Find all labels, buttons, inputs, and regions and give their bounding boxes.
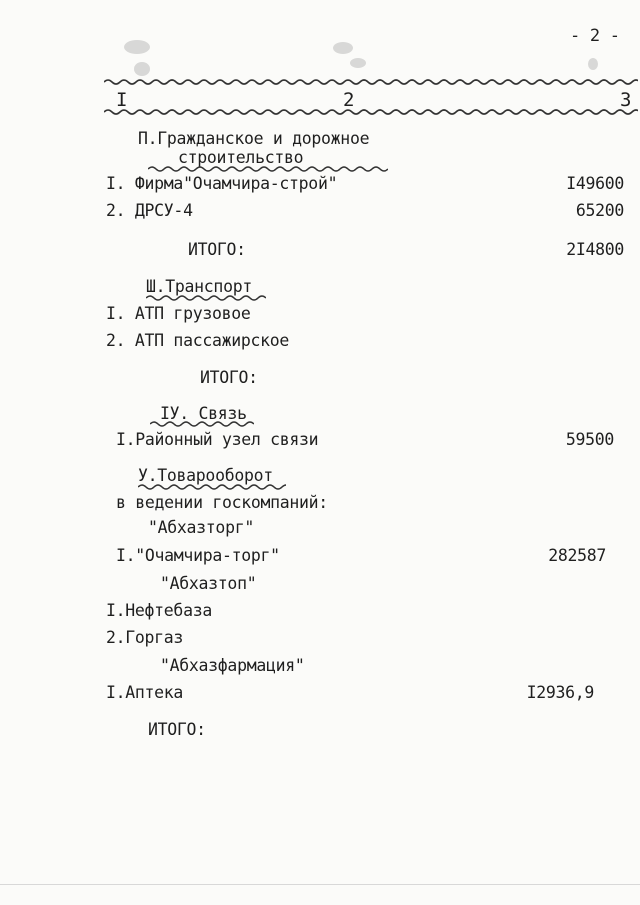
total-label: ИТОГО: (200, 368, 258, 387)
column-header-1: I (116, 89, 128, 111)
list-item-value: I49600 (566, 174, 624, 193)
company-name: "Абхазфармация" (160, 656, 305, 675)
section-underline (150, 420, 254, 428)
list-item: I. АТП грузовое (106, 304, 251, 323)
section-heading-construction-line2: строительство (178, 148, 304, 167)
section-heading-transport: Ш.Транспорт (146, 277, 252, 296)
list-item-value: 282587 (548, 546, 606, 565)
column-header-3: 3 (620, 89, 632, 111)
list-item: I.Районный узел связи (116, 430, 319, 449)
section-underline (146, 294, 266, 302)
section-heading-communication: IУ. Связь (160, 404, 247, 423)
section-underline (148, 165, 388, 173)
total-label: ИТОГО: (188, 240, 246, 259)
stamp-smudge (134, 62, 150, 76)
stamp-smudge (333, 42, 353, 54)
stamp-smudge (588, 58, 598, 70)
stamp-smudge (124, 40, 150, 54)
total-value: 2I4800 (566, 240, 624, 259)
list-item: I."Очамчира-торг" (116, 546, 280, 565)
list-item: I.Нефтебаза (106, 601, 212, 620)
total-label: ИТОГО: (148, 720, 206, 739)
page-bottom-edge (0, 884, 640, 885)
list-item: 2. АТП пассажирское (106, 331, 290, 350)
company-name: "Абхазторг" (148, 518, 254, 537)
header-rule-bottom (104, 108, 638, 116)
list-item: 2.Горгаз (106, 628, 184, 647)
section-heading-construction: П.Гражданское и дорожное (138, 129, 370, 148)
section-heading-trade: У.Товарооборот (138, 466, 273, 485)
list-item: I. Фирма"Очамчира-строй" (106, 174, 338, 193)
column-header-2: 2 (343, 89, 355, 111)
list-item-value: I2936,9 (526, 683, 594, 702)
company-name: "Абхазтоп" (160, 574, 257, 593)
list-item: 2. ДРСУ-4 (106, 201, 193, 220)
list-item: I.Аптека (106, 683, 184, 702)
section-subheading: в ведении госкомпаний: (116, 493, 328, 512)
page-number: - 2 - (570, 26, 620, 46)
header-rule-top (104, 78, 638, 86)
list-item-value: 65200 (575, 201, 624, 220)
section-underline (138, 483, 286, 491)
list-item-value: 59500 (565, 430, 614, 449)
stamp-smudge (350, 58, 366, 68)
